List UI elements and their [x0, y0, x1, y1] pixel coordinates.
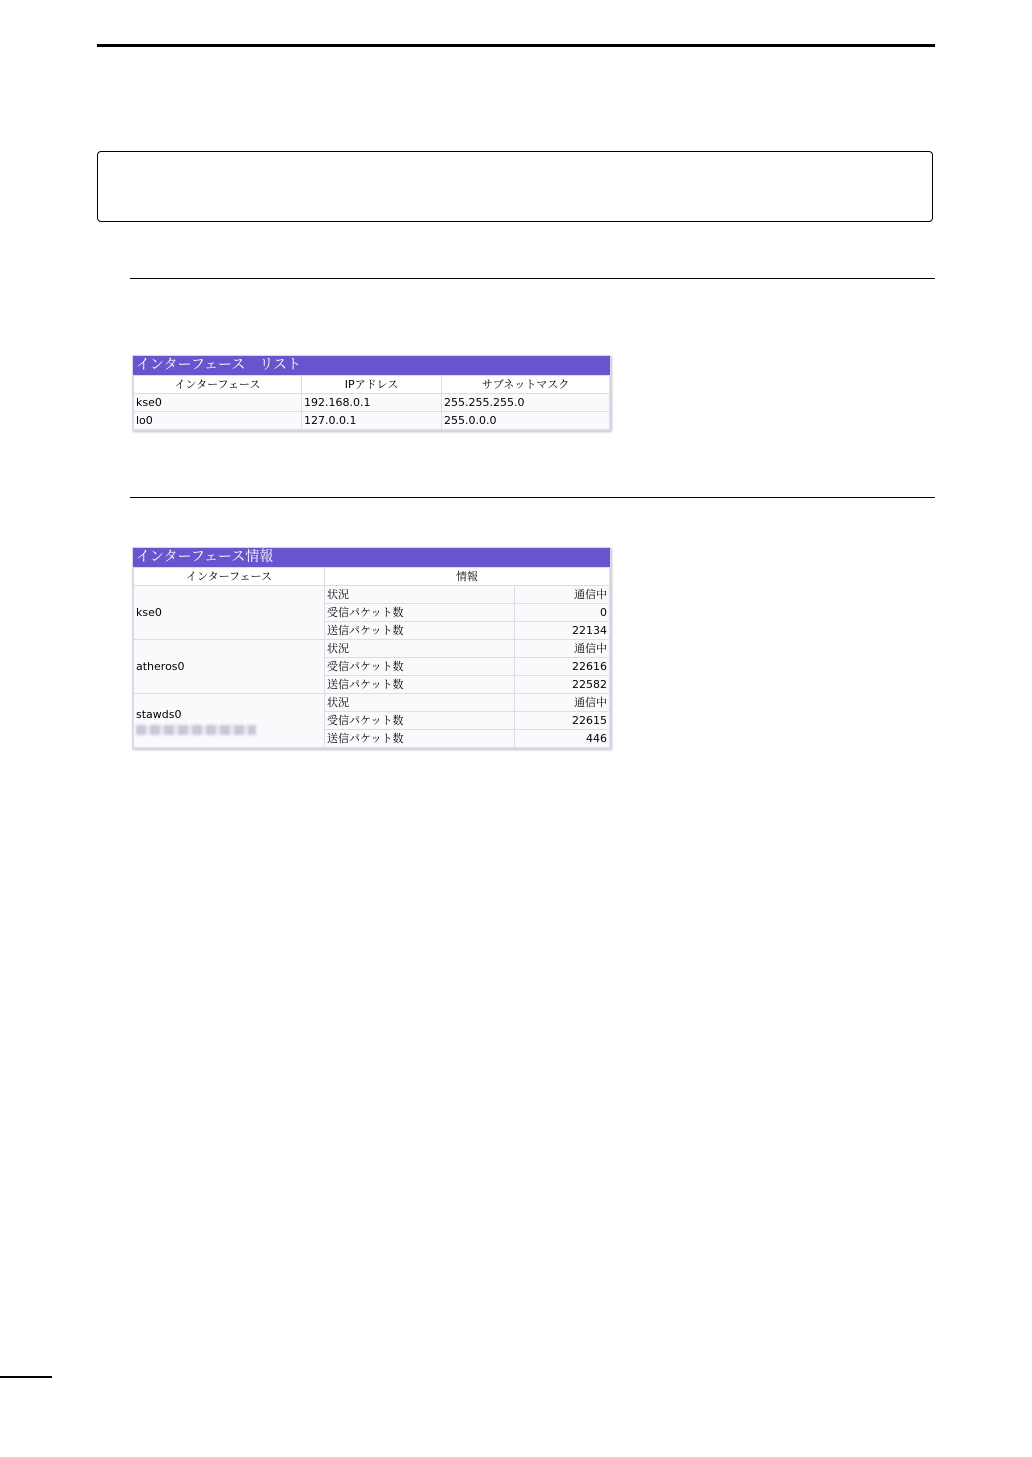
table-row — [134, 394, 610, 412]
ip-address: 192.168.0.1 — [302, 394, 442, 412]
info-label: 受信パケット数 — [325, 712, 515, 730]
column-header: インターフェース — [134, 568, 325, 586]
info-value: 22616 — [515, 658, 610, 676]
table-row — [134, 586, 610, 604]
page-number-rule — [0, 1376, 52, 1378]
interface-info-table — [133, 567, 610, 748]
interface-name: atheros0 — [134, 640, 325, 694]
info-label: 状況 — [325, 586, 515, 604]
interface-name: stawds0 — [136, 708, 182, 721]
info-value: 通信中 — [515, 694, 610, 712]
interface-info-title: インターフェース情報 — [133, 548, 610, 567]
interface-name: kse0 — [134, 394, 302, 412]
info-value: 0 — [515, 604, 610, 622]
info-label: 状況 — [325, 694, 515, 712]
info-label: 送信パケット数 — [325, 676, 515, 694]
interface-list-panel — [132, 355, 611, 431]
info-label: 送信パケット数 — [325, 622, 515, 640]
interface-name: kse0 — [134, 586, 325, 640]
info-label: 受信パケット数 — [325, 658, 515, 676]
column-header: IPアドレス — [302, 376, 442, 394]
note-box — [97, 151, 933, 222]
info-value: 通信中 — [515, 586, 610, 604]
table-row — [134, 694, 610, 712]
info-label: 状況 — [325, 640, 515, 658]
interface-cell — [134, 694, 325, 748]
info-value: 22582 — [515, 676, 610, 694]
table-header-row — [134, 376, 610, 394]
ip-address: 127.0.0.1 — [302, 412, 442, 430]
table-header-row — [134, 568, 610, 586]
blurred-mac-address — [136, 725, 256, 735]
info-label: 受信パケット数 — [325, 604, 515, 622]
section-rule-2 — [130, 497, 935, 498]
interface-name: lo0 — [134, 412, 302, 430]
info-value: 446 — [515, 730, 610, 748]
column-header: 情報 — [325, 568, 610, 586]
top-rule — [97, 44, 935, 47]
subnet-mask: 255.255.255.0 — [442, 394, 610, 412]
interface-info-panel — [132, 547, 611, 749]
table-row — [134, 412, 610, 430]
column-header: インターフェース — [134, 376, 302, 394]
table-row — [134, 640, 610, 658]
interface-list-title: インターフェース リスト — [133, 356, 610, 375]
interface-list-table — [133, 375, 610, 430]
info-value: 22615 — [515, 712, 610, 730]
info-value: 通信中 — [515, 640, 610, 658]
column-header: サブネットマスク — [442, 376, 610, 394]
info-label: 送信パケット数 — [325, 730, 515, 748]
info-value: 22134 — [515, 622, 610, 640]
subnet-mask: 255.0.0.0 — [442, 412, 610, 430]
section-rule-1 — [130, 278, 935, 279]
